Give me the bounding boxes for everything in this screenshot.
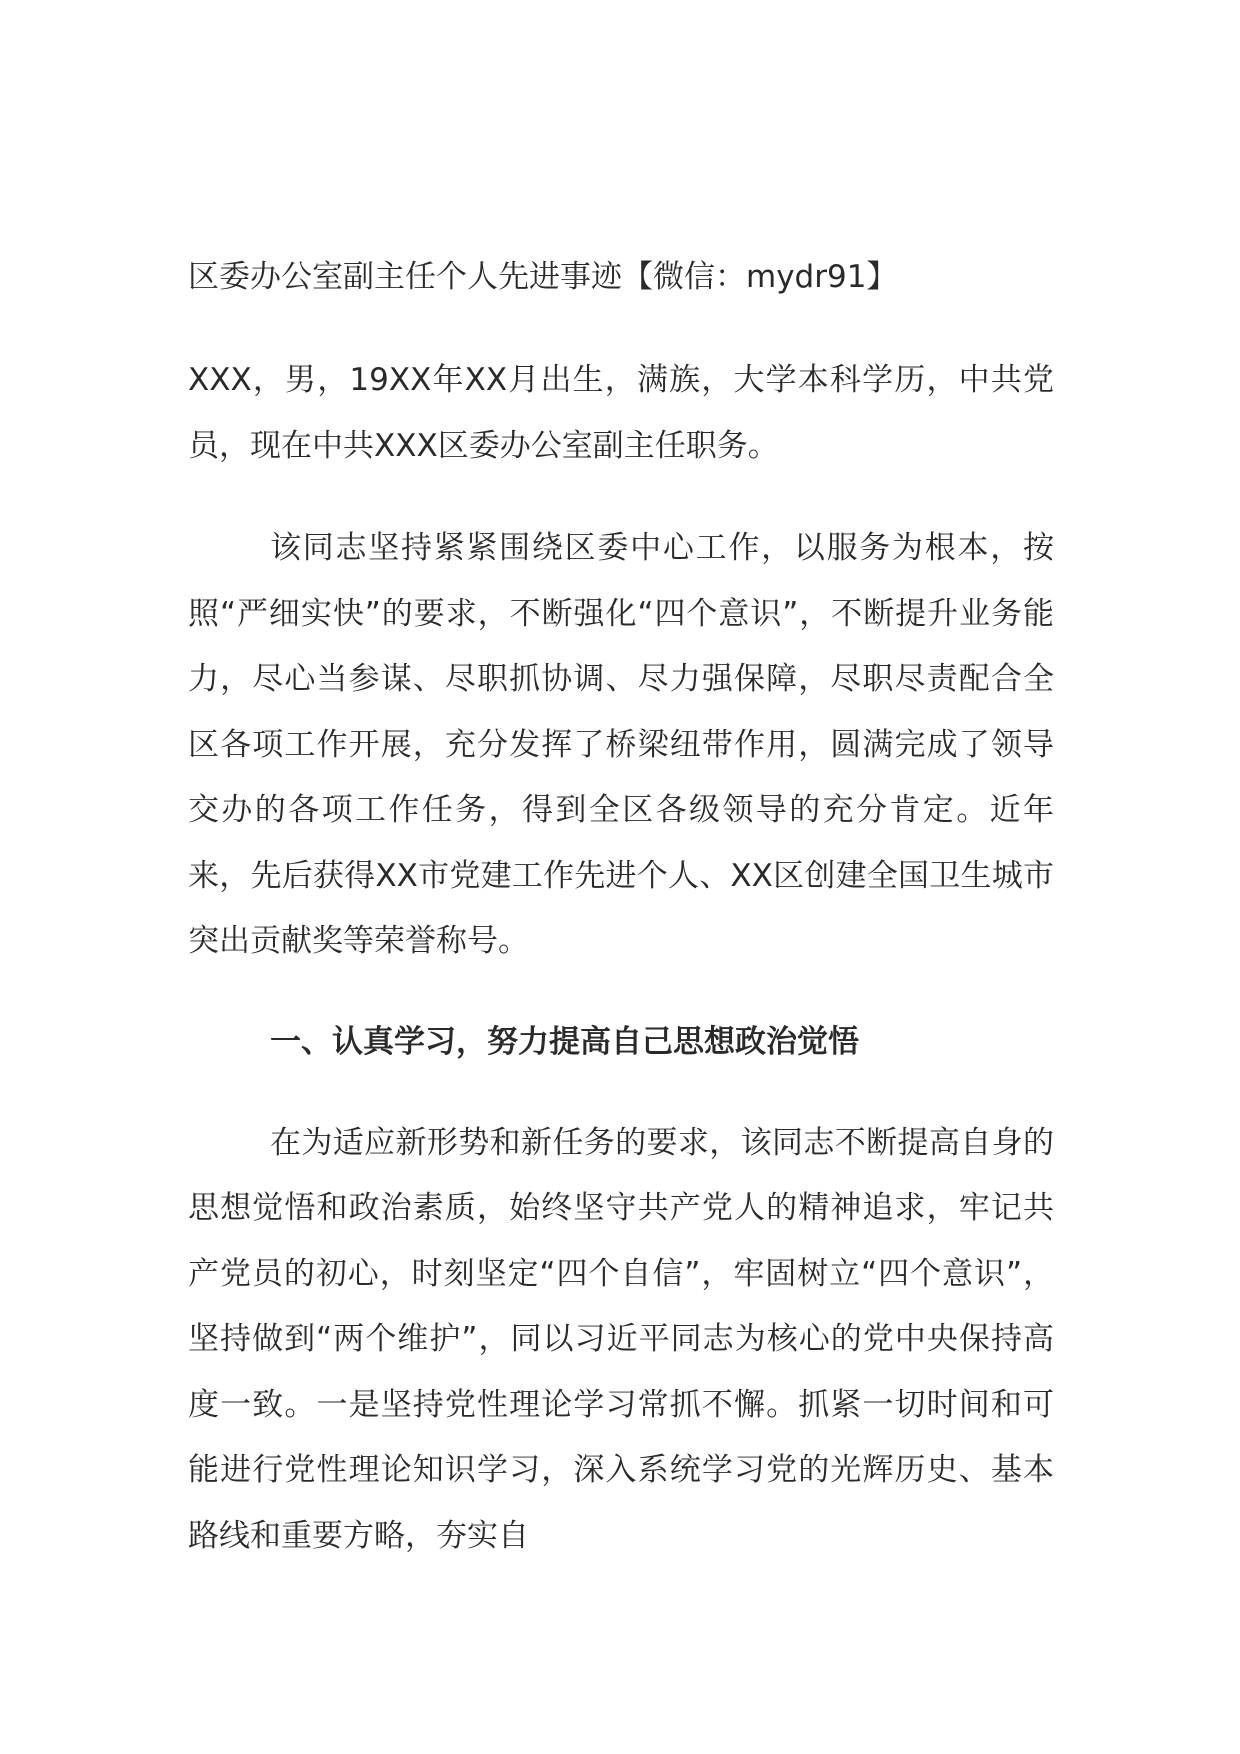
intro-paragraph: XXX，男，19XX年XX月出生，满族，大学本科学历，中共党员，现在中共XXX区委办公室副主任职务。 bbox=[188, 362, 1054, 464]
section-paragraph: 在为适应新形势和新任务的要求，该同志不断提高自身的思想觉悟和政治素质，始终坚守共产党人的精神追求，牢记共产党员的初心，时刻坚定“四个自信”，牢固树立“四个意识”，坚持做到“两个维护”，同以习近平同志为核心的党中央保持高度一致。一是坚持党性理论学习常抓不懈。抓紧一切时间和可能进行党性理论知识学习，深入系统学习党的光辉历史、基本路线和重要方略，夯实自 bbox=[188, 1124, 1054, 1554]
section-heading: 一、认真学习，努力提高自己思想政治觉悟 bbox=[270, 1023, 859, 1060]
document-title: 区委办公室副主任个人先进事迹【微信：mydr91】 bbox=[188, 259, 898, 295]
summary-paragraph: 该同志坚持紧紧围绕区委中心工作，以服务为根本，按照“严细实快”的要求，不断强化“四个意识”，不断提升业务能力，尽心当参谋、尽职抓协调、尽力强保障，尽职尽责配合全区各项工作开展，充分发挥了桥梁纽带作用，圆满完成了领导交办的各项工作任务，得到全区各级领导的充分肯定。近年来，先后获得XX市党建工作先进个人、XX区创建全国卫生城市突出贡献奖等荣誉称号。 bbox=[188, 530, 1054, 959]
document-body bbox=[188, 247, 1054, 1606]
